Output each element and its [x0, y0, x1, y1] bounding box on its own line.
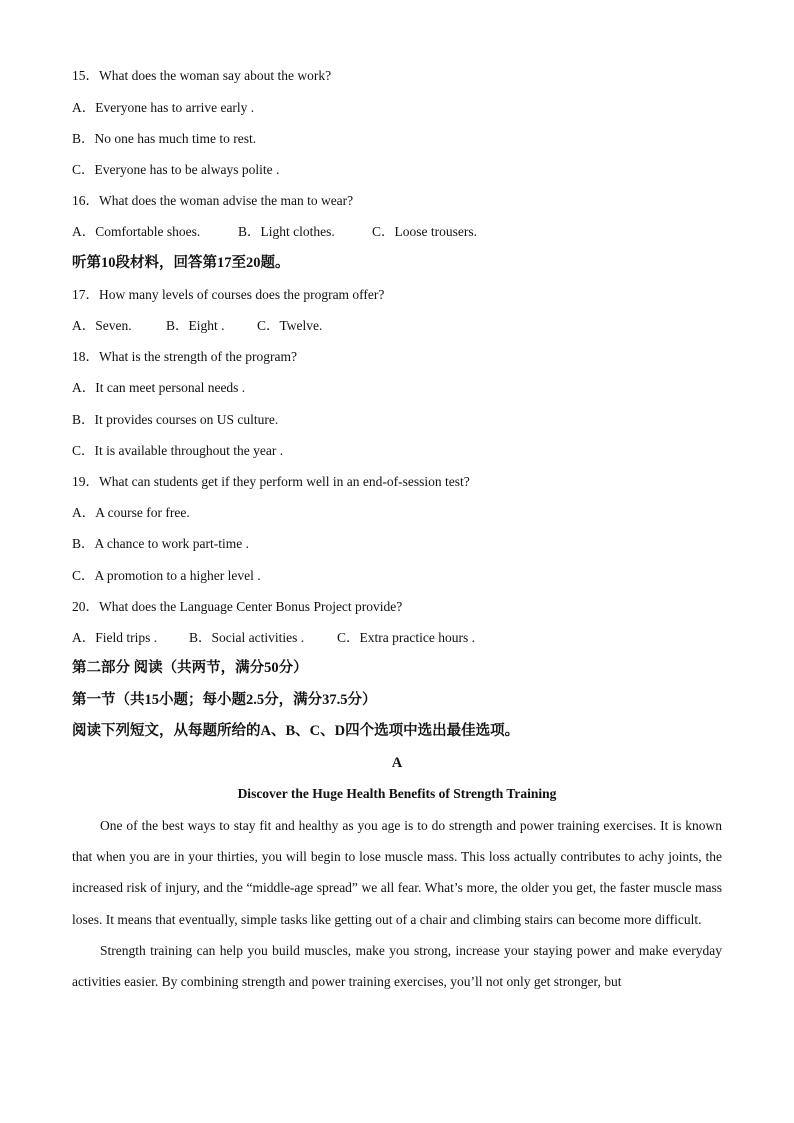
- passage-label: A: [391, 755, 403, 771]
- passage-paragraph-2: Strength training can help you build muscles, make you strong, increase your staying power and make everyday activities easier. By combining strength and power training exercises, you’ll not only get stronger, but: [72, 942, 722, 990]
- passage-body: [72, 810, 722, 997]
- question-17: 17．How many levels of courses does the program offer?: [72, 287, 385, 302]
- q17-options: [72, 318, 322, 334]
- question-20: 20．What does the Language Center Bonus Project provide?: [72, 599, 403, 614]
- q15-option-c: C．Everyone has to be always polite .: [72, 162, 280, 177]
- q18-option-c: C．It is available throughout the year .: [72, 443, 284, 458]
- q18-option-b: B．It provides courses on US culture.: [72, 412, 279, 427]
- q19-option-c: C．A promotion to a higher level .: [72, 568, 261, 583]
- passage-title: Discover the Huge Health Benefits of Strength Training: [237, 786, 557, 801]
- question-16: 16．What does the woman advise the man to wear?: [72, 193, 354, 208]
- q20-option-a: A．Field trips .: [72, 630, 158, 645]
- q19-option-a: A．A course for free.: [72, 505, 190, 520]
- question-19: 19．What can students get if they perform well in an end-of-session test?: [72, 474, 470, 489]
- section-10-heading: 听第10段材料，回答第17至20题。: [72, 255, 290, 271]
- q15-option-b: B．No one has much time to rest.: [72, 131, 257, 146]
- q15-option-a: A．Everyone has to arrive early .: [72, 100, 255, 115]
- q18-option-a: A．It can meet personal needs .: [72, 380, 246, 395]
- q17-option-b: B．Eight .: [166, 318, 225, 333]
- part-2-heading: 第二部分 阅读（共两节，满分50分）: [72, 660, 308, 676]
- question-15: 15．What does the woman say about the work?: [72, 68, 332, 83]
- passage-paragraph-1: One of the best ways to stay fit and healthy as you age is to do strength and power training exercises. It is known that when you are in your thirties, you will begin to lose muscle mass. This loss actually contributes to achy joints, the increased risk of injury, and the “middle-age spread” we all fear. What’s more, the older you get, the faster muscle mass loses. It means that eventually, simple tasks like getting out of a chair and climbing stairs can become more difficult.: [72, 818, 722, 927]
- q17-option-c: C．Twelve.: [257, 318, 323, 333]
- q16-option-c: C．Loose trousers.: [372, 224, 477, 239]
- q20-options: [72, 630, 475, 646]
- q20-option-b: B．Social activities .: [189, 630, 305, 645]
- q16-option-b: B．Light clothes.: [238, 224, 335, 239]
- q16-option-a: A．Comfortable shoes.: [72, 224, 201, 239]
- section-1-heading: 第一节（共15小题；每小题2.5分，满分37.5分）: [72, 692, 377, 708]
- reading-instruction: 阅读下列短文，从每题所给的A、B、C、D四个选项中选出最佳选项。: [72, 723, 520, 739]
- q17-option-a: A．Seven.: [72, 318, 132, 333]
- question-18: 18．What is the strength of the program?: [72, 349, 297, 364]
- q16-options: [72, 224, 477, 240]
- q19-option-b: B．A chance to work part-time .: [72, 536, 249, 551]
- q20-option-c: C．Extra practice hours .: [337, 630, 475, 645]
